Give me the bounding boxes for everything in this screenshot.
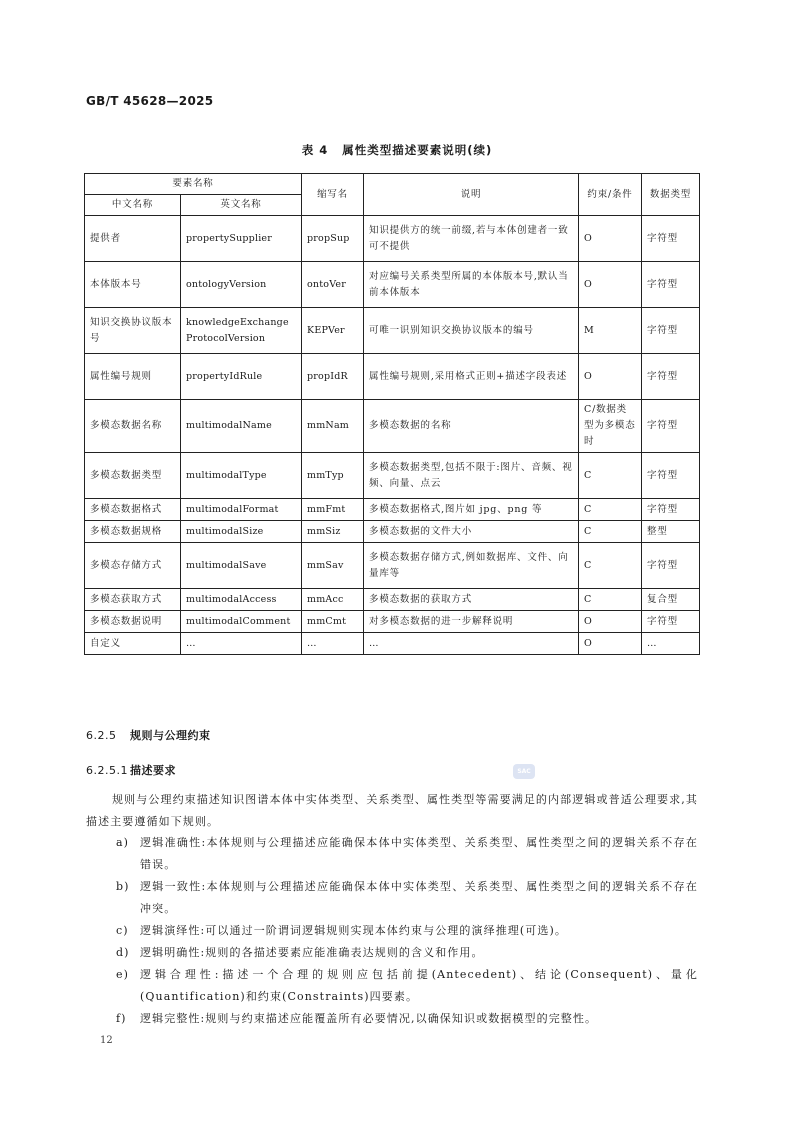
- section-6-2-5-heading: [86, 727, 211, 743]
- list-item: [86, 942, 698, 964]
- list-item: [86, 1008, 698, 1030]
- list-marker: a): [116, 836, 130, 849]
- table-row: [85, 633, 700, 655]
- list-text: 逻辑准确性:本体规则与公理描述应能确保本体中实体类型、关系类型、属性类型之间的逻辑关系不存在错误。: [140, 836, 698, 871]
- cell-constraint: O: [579, 633, 642, 655]
- table-row: [85, 611, 700, 633]
- cell-data-type: 字符型: [642, 611, 700, 633]
- cell-english-name: multimodalName: [181, 400, 302, 453]
- cell-constraint: O: [579, 354, 642, 400]
- cell-constraint: O: [579, 216, 642, 262]
- cell-chinese-name: 多模态数据格式: [85, 499, 181, 521]
- list-item: [86, 876, 698, 920]
- section-number: 6.2.5.1: [86, 764, 128, 777]
- standard-code: GB/T 45628—2025: [86, 94, 214, 108]
- page-number: 12: [100, 1035, 113, 1046]
- header-data-type: 数据类型: [642, 174, 700, 216]
- cell-description: 多模态数据类型,包括不限于:图片、音频、视频、向量、点云: [364, 453, 579, 499]
- list-text: 逻辑一致性:本体规则与公理描述应能确保本体中实体类型、关系类型、属性类型之间的逻辑关系不存在冲突。: [140, 880, 698, 915]
- cell-data-type: 字符型: [642, 453, 700, 499]
- table-caption-title: 属性类型描述要素说明(续): [342, 143, 493, 157]
- list-marker: b): [116, 880, 130, 893]
- list-marker: c): [116, 924, 129, 937]
- cell-chinese-name: 多模态数据类型: [85, 453, 181, 499]
- cell-chinese-name: 多模态数据规格: [85, 521, 181, 543]
- cell-description: 多模态数据的获取方式: [364, 589, 579, 611]
- cell-abbreviation: KEPVer: [302, 308, 364, 354]
- cell-data-type: 复合型: [642, 589, 700, 611]
- table-row: [85, 308, 700, 354]
- cell-description: 多模态数据格式,图片如 jpg、png 等: [364, 499, 579, 521]
- list-text: 逻辑明确性:规则的各描述要素应能准确表达规则的含义和作用。: [140, 946, 484, 959]
- cell-chinese-name: 多模态数据说明: [85, 611, 181, 633]
- cell-abbreviation: ontoVer: [302, 262, 364, 308]
- cell-english-name: multimodalAccess: [181, 589, 302, 611]
- cell-chinese-name: 本体版本号: [85, 262, 181, 308]
- cell-chinese-name: 自定义: [85, 633, 181, 655]
- list-marker: f): [116, 1012, 127, 1025]
- cell-data-type: 字符型: [642, 354, 700, 400]
- list-text: 逻辑合理性:描述一个合理的规则应包括前提(Antecedent)、结论(Consequent)、量化(Quantification)和约束(Constraints)四要素。: [140, 968, 698, 1003]
- section-title: 规则与公理约束: [130, 729, 211, 742]
- cell-data-type: …: [642, 633, 700, 655]
- cell-data-type: 字符型: [642, 543, 700, 589]
- cell-english-name: multimodalSave: [181, 543, 302, 589]
- cell-english-name: ontologyVersion: [181, 262, 302, 308]
- cell-description: 多模态数据存储方式,例如数据库、文件、向量库等: [364, 543, 579, 589]
- header-english-name: 英文名称: [181, 195, 302, 216]
- table-row: [85, 400, 700, 453]
- cell-abbreviation: mmSiz: [302, 521, 364, 543]
- list-item: [86, 964, 698, 1008]
- list-text: 逻辑演绎性:可以通过一阶谓词逻辑规则实现本体约束与公理的演绎推理(可选)。: [140, 924, 567, 937]
- table-row: [85, 354, 700, 400]
- cell-constraint: O: [579, 611, 642, 633]
- list-text: 逻辑完整性:规则与约束描述应能覆盖所有必要情况,以确保知识或数据模型的完整性。: [140, 1012, 598, 1025]
- header-constraint: 约束/条件: [579, 174, 642, 216]
- cell-constraint: C: [579, 589, 642, 611]
- cell-english-name: propertyIdRule: [181, 354, 302, 400]
- cell-data-type: 字符型: [642, 216, 700, 262]
- list-marker: d): [116, 946, 130, 959]
- cell-constraint: C/数据类型为多模态时: [579, 400, 642, 453]
- list-item: [86, 920, 698, 942]
- intro-text: 规则与公理约束描述知识图谱本体中实体类型、关系类型、属性类型等需要满足的内部逻辑或普适公理要求,其描述主要遵循如下规则。: [86, 793, 698, 828]
- list-item: [86, 832, 698, 876]
- section-6-2-5-1-heading: [86, 762, 176, 778]
- cell-chinese-name: 多模态数据名称: [85, 400, 181, 453]
- cell-description: 多模态数据的文件大小: [364, 521, 579, 543]
- attribute-type-table: [84, 173, 700, 655]
- cell-english-name: …: [181, 633, 302, 655]
- cell-abbreviation: mmSav: [302, 543, 364, 589]
- table-row: [85, 521, 700, 543]
- table-row: [85, 589, 700, 611]
- cell-data-type: 字符型: [642, 262, 700, 308]
- rules-list: [86, 832, 698, 1030]
- cell-chinese-name: 知识交换协议版本号: [85, 308, 181, 354]
- header-chinese-name: 中文名称: [85, 195, 181, 216]
- cell-chinese-name: 提供者: [85, 216, 181, 262]
- cell-description: 对应编号关系类型所属的本体版本号,默认当前本体版本: [364, 262, 579, 308]
- cell-abbreviation: mmFmt: [302, 499, 364, 521]
- table-row: [85, 216, 700, 262]
- cell-abbreviation: mmNam: [302, 400, 364, 453]
- cell-abbreviation: mmTyp: [302, 453, 364, 499]
- sac-watermark: SAC: [513, 764, 535, 779]
- cell-description: 对多模态数据的进一步解释说明: [364, 611, 579, 633]
- cell-english-name: multimodalComment: [181, 611, 302, 633]
- cell-chinese-name: 多模态存储方式: [85, 543, 181, 589]
- cell-abbreviation: propSup: [302, 216, 364, 262]
- cell-abbreviation: mmAcc: [302, 589, 364, 611]
- intro-paragraph: [86, 789, 698, 833]
- cell-abbreviation: …: [302, 633, 364, 655]
- cell-constraint: O: [579, 262, 642, 308]
- cell-data-type: 字符型: [642, 308, 700, 354]
- table-caption-number: 表 4: [301, 143, 329, 157]
- cell-description: 多模态数据的名称: [364, 400, 579, 453]
- list-marker: e): [116, 968, 130, 981]
- cell-description: 知识提供方的统一前缀,若与本体创建者一致可不提供: [364, 216, 579, 262]
- cell-constraint: M: [579, 308, 642, 354]
- cell-data-type: 整型: [642, 521, 700, 543]
- cell-data-type: 字符型: [642, 499, 700, 521]
- cell-abbreviation: propIdR: [302, 354, 364, 400]
- cell-english-name: multimodalSize: [181, 521, 302, 543]
- cell-description: …: [364, 633, 579, 655]
- section-title: 描述要求: [130, 764, 176, 777]
- cell-constraint: C: [579, 499, 642, 521]
- cell-english-name: multimodalFormat: [181, 499, 302, 521]
- cell-constraint: C: [579, 453, 642, 499]
- table-row: [85, 262, 700, 308]
- cell-english-name: propertySupplier: [181, 216, 302, 262]
- cell-english-name: knowledgeExchange ProtocolVersion: [181, 308, 302, 354]
- cell-description: 属性编号规则,采用格式正则+描述字段表述: [364, 354, 579, 400]
- table-row: [85, 453, 700, 499]
- cell-constraint: C: [579, 521, 642, 543]
- table-caption: [0, 142, 794, 158]
- header-element-name: 要素名称: [85, 174, 302, 195]
- cell-chinese-name: 属性编号规则: [85, 354, 181, 400]
- section-number: 6.2.5: [86, 729, 117, 742]
- header-abbreviation: 缩写名: [302, 174, 364, 216]
- cell-constraint: C: [579, 543, 642, 589]
- header-description: 说明: [364, 174, 579, 216]
- cell-description: 可唯一识别知识交换协议版本的编号: [364, 308, 579, 354]
- cell-abbreviation: mmCmt: [302, 611, 364, 633]
- cell-chinese-name: 多模态获取方式: [85, 589, 181, 611]
- cell-data-type: 字符型: [642, 400, 700, 453]
- cell-english-name: multimodalType: [181, 453, 302, 499]
- table-row: [85, 499, 700, 521]
- table-row: [85, 543, 700, 589]
